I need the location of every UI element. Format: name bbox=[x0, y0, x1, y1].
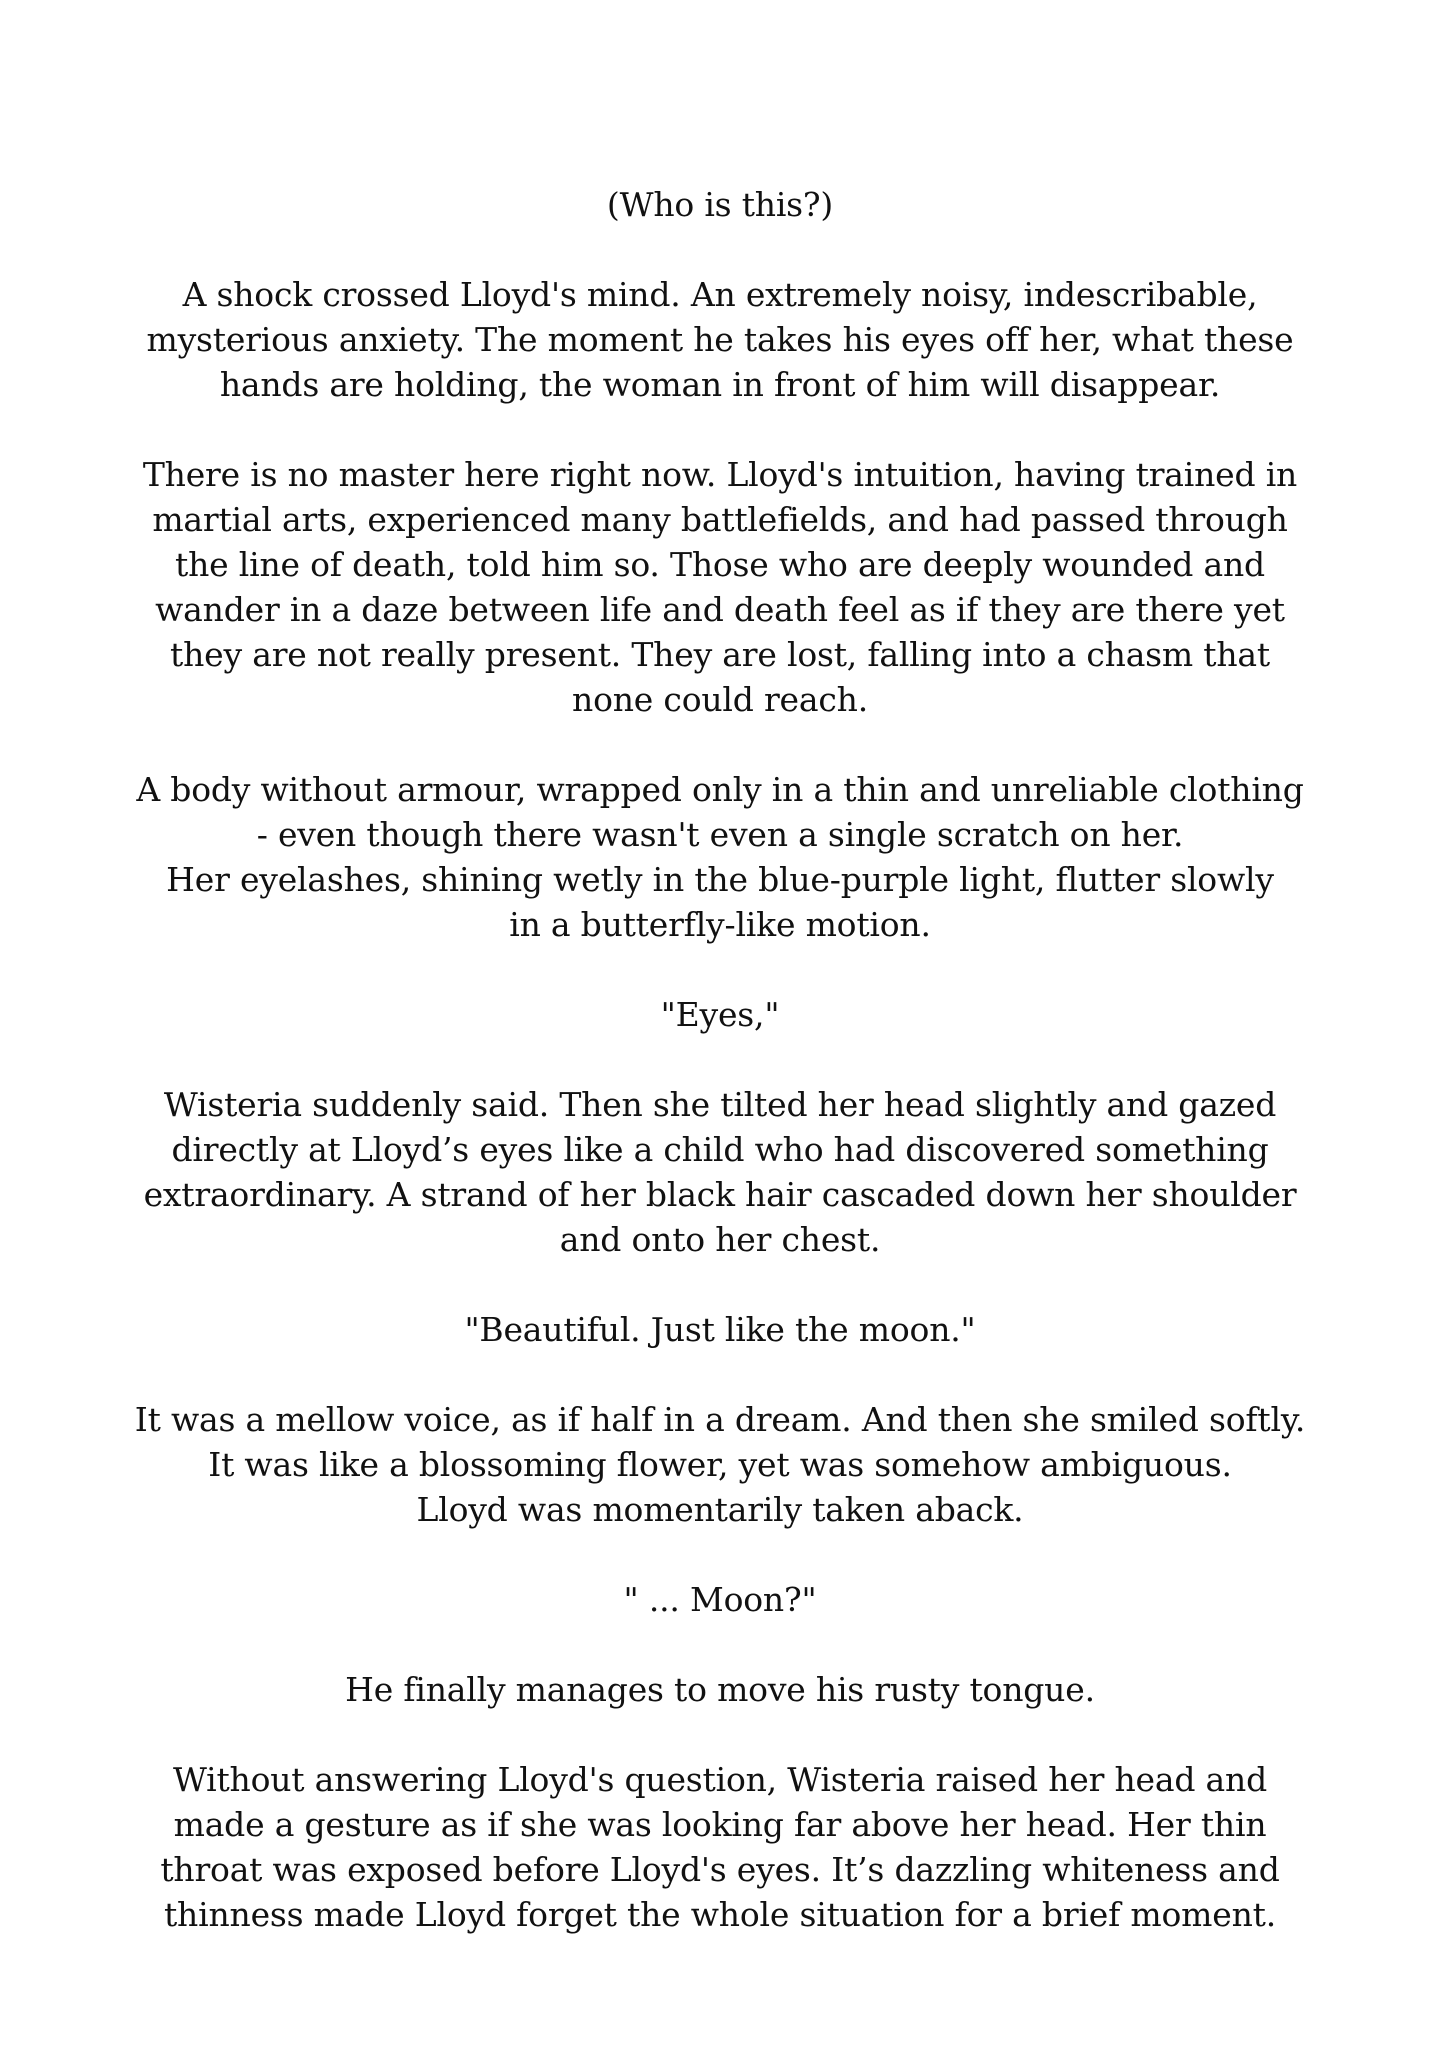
text-line: (Who is this?) bbox=[606, 185, 834, 224]
story-text bbox=[80, 182, 1360, 1982]
paragraph-no-master bbox=[80, 452, 1360, 722]
paragraph-shock bbox=[80, 272, 1360, 407]
paragraph-beautiful bbox=[80, 1307, 1360, 1352]
paragraph-mellow-voice bbox=[80, 1397, 1360, 1532]
text-line: martial arts, experienced many battlefields, and had passed through bbox=[152, 500, 1288, 539]
text-line: none could reach. bbox=[572, 680, 868, 719]
text-line: extraordinary. A strand of her black hair cascaded down her shoulder bbox=[143, 1175, 1297, 1214]
paragraph-without-answering bbox=[80, 1757, 1360, 1937]
paragraph-who-is-this bbox=[80, 182, 1360, 227]
text-line: the line of death, told him so. Those who are deeply wounded and bbox=[175, 545, 1265, 584]
text-line: hands are holding, the woman in front of him will disappear. bbox=[219, 365, 1221, 404]
paragraph-wisteria-said bbox=[80, 1082, 1360, 1262]
text-line: It was a mellow voice, as if half in a dream. And then she smiled softly. bbox=[134, 1400, 1306, 1439]
text-line: mysterious anxiety. The moment he takes his eyes off her, what these bbox=[146, 320, 1294, 359]
text-line: A shock crossed Lloyd's mind. An extremely noisy, indescribable, bbox=[182, 275, 1258, 314]
text-line: - even though there wasn't even a single scratch on her. bbox=[256, 815, 1184, 854]
paragraph-body-without-armour bbox=[80, 767, 1360, 947]
paragraph-eyes bbox=[80, 992, 1360, 1037]
text-line: "Eyes," bbox=[660, 995, 780, 1034]
text-line: Lloyd was momentarily taken aback. bbox=[416, 1490, 1024, 1529]
paragraph-rusty-tongue bbox=[80, 1667, 1360, 1712]
text-line: " ... Moon?" bbox=[623, 1580, 817, 1619]
text-line: and onto her chest. bbox=[559, 1220, 881, 1259]
text-line: wander in a daze between life and death feel as if they are there yet bbox=[155, 590, 1285, 629]
text-line: thinness made Lloyd forget the whole situation for a brief moment. bbox=[164, 1895, 1276, 1934]
text-line: It was like a blossoming flower, yet was somehow ambiguous. bbox=[208, 1445, 1232, 1484]
text-line: He finally manages to move his rusty tongue. bbox=[345, 1670, 1095, 1709]
text-line: Without answering Lloyd's question, Wisteria raised her head and bbox=[172, 1760, 1268, 1799]
text-line: A body without armour, wrapped only in a thin and unreliable clothing bbox=[136, 770, 1304, 809]
text-line: made a gesture as if she was looking far above her head. Her thin bbox=[173, 1805, 1267, 1844]
text-line: they are not really present. They are lost, falling into a chasm that bbox=[170, 635, 1270, 674]
text-line: Wisteria suddenly said. Then she tilted her head slightly and gazed bbox=[163, 1085, 1277, 1124]
text-line: directly at Lloyd’s eyes like a child who had discovered something bbox=[171, 1130, 1269, 1169]
text-line: in a butterfly-like motion. bbox=[509, 905, 931, 944]
text-line: Her eyelashes, shining wetly in the blue-purple light, flutter slowly bbox=[166, 860, 1274, 899]
text-line: "Beautiful. Just like the moon." bbox=[464, 1310, 976, 1349]
text-line: throat was exposed before Lloyd's eyes. It’s dazzling whiteness and bbox=[160, 1850, 1280, 1889]
paragraph-moon bbox=[80, 1577, 1360, 1622]
text-line: There is no master here right now. Lloyd's intuition, having trained in bbox=[142, 455, 1298, 494]
